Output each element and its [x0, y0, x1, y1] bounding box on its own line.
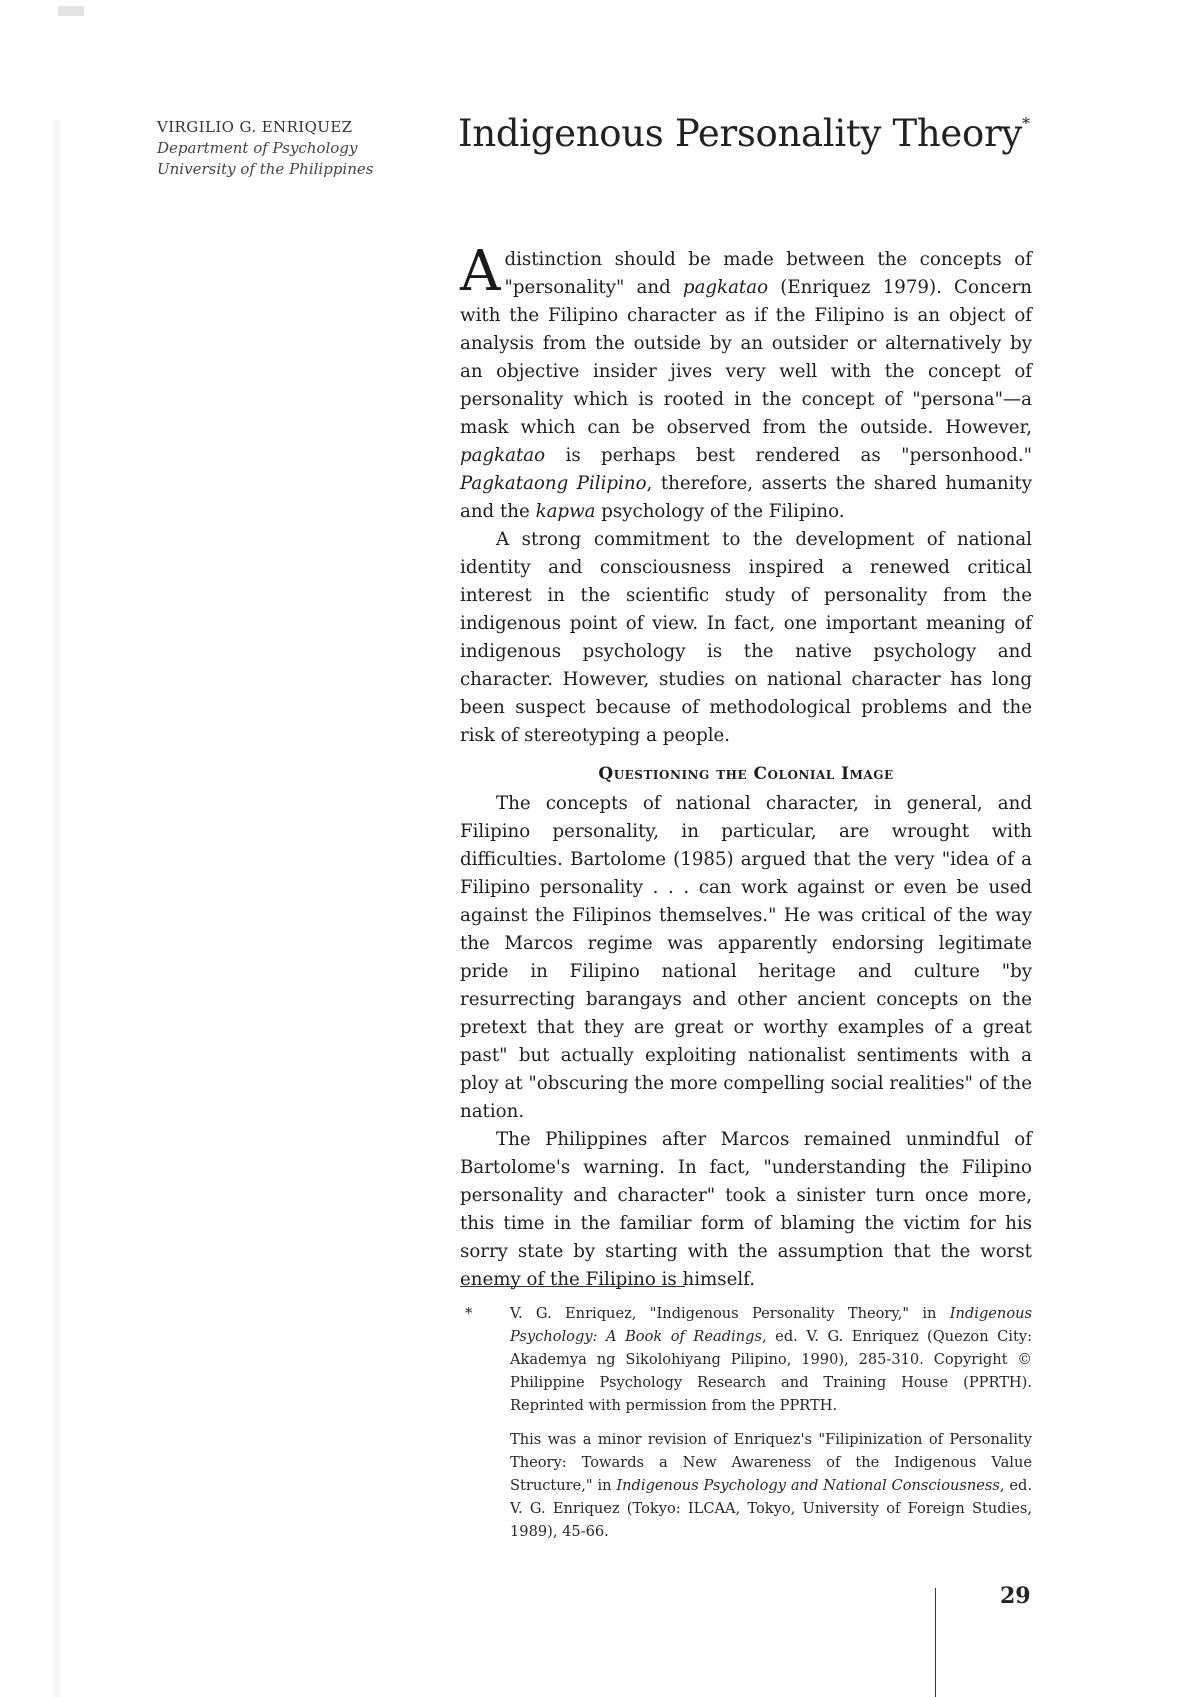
paragraph-2: A strong commitment to the development of national identity and consciousness inspired a renewed critical interest in the scientific study of personality from the indigenous point of view. In fact, one important meaning of indigenous psychology is the native psychology and character. However, studies on national character has long been suspect because of methodological problems and the risk of stereotyping a people.: [460, 529, 1032, 746]
author-name: VIRGILIO G. ENRIQUEZ: [157, 118, 353, 136]
author-department: Department of Psychology: [157, 139, 358, 157]
text-run: V. G. Enriquez, "Indigenous Personality Theory," in: [510, 1305, 950, 1322]
italic-term: pagkatao: [682, 277, 769, 298]
text-run: , ed. V. G. Enriquez (Tokyo: ILCAA, Tokyo, University of Foreign Studies, 1989), 45-66.: [510, 1477, 1033, 1540]
text-run: psychology of the Filipino.: [595, 501, 845, 522]
italic-term: kapwa: [535, 501, 596, 522]
author-university: University of the Philippines: [157, 160, 374, 178]
italic-term: Pagkataong Pilipino: [460, 473, 647, 494]
section-heading: Questioning the Colonial Image: [598, 764, 894, 784]
title-footnote-mark: *: [1021, 114, 1030, 133]
text-run: , ed. V. G. Enriquez (Quezon City: Akademya ng Sikolohiyang Pilipino, 1990), 285-310. Copyright © Philippine Psychology Research and Training House (PPRTH). Reprinted with permission from the PPRTH.: [510, 1328, 1033, 1414]
article-body: [460, 239, 1032, 1294]
scan-gutter-shadow: [52, 120, 62, 1697]
drop-cap: A: [460, 239, 501, 304]
footnote-mark: *: [465, 1305, 473, 1322]
italic-title: Indigenous Psychology: A Book of Readings: [510, 1305, 1032, 1345]
footnote-revision-note: [510, 1428, 1032, 1543]
text-run: , therefore, asserts the shared humanity and the: [460, 473, 1032, 522]
text-run: is perhaps best rendered as "personhood.": [545, 445, 1032, 466]
scan-corner-mark: [58, 6, 84, 16]
footnote-body: [460, 1302, 1032, 1543]
text-run: (Enriquez 1979). Concern with the Filipino character as if the Filipino is an object of analysis from the outside by an outsider or alternatively by an objective insider jives very well with the concept of personality which is rooted in the concept of "persona"—a mask which can be observed from the outside. However,: [460, 277, 1032, 438]
page-number-rule: [935, 1588, 936, 1697]
text-run: This was a minor revision of Enriquez's "Filipinization of Personality Theory: Towards a New Awareness of the Indigenous Value Structure," in: [510, 1431, 1032, 1494]
text-run: distinction should be made between the concepts of "personality" and: [504, 249, 1032, 298]
byline: [157, 117, 417, 180]
page-number: 29: [1000, 1583, 1031, 1609]
paragraph-3: The concepts of national character, in general, and Filipino personality, in particular, are wrought with difficulties. Bartolome (1985) argued that the very "idea of a Filipino personality . . . can work against or even be used against the Filipinos themselves." He was critical of the way the Marcos regime was apparently endorsing legitimate pride in Filipino national heritage and culture "by resurrecting barangays and other ancient concepts on the pretext that they are great or worthy examples of a great past" but actually exploiting nationalist sentiments with a ploy at "obscuring the more compelling social realities" of the nation.: [460, 793, 1032, 1122]
italic-title: Indigenous Psychology and National Consciousness: [616, 1477, 1000, 1494]
paragraph-1: [460, 239, 1032, 526]
paragraph-4: The Philippines after Marcos remained unmindful of Bartolome's warning. In fact, "understanding the Filipino personality and character" took a sinister turn once more, this time in the familiar form of blaming the victim for his sorry state by starting with the assumption that the worst enemy of the Filipino is himself.: [460, 1129, 1032, 1290]
footnote: [460, 1302, 1032, 1554]
title-text: Indigenous Personality Theory: [458, 112, 1022, 155]
article-title: [458, 112, 1030, 155]
footnote-divider: [460, 1286, 685, 1287]
footnote-citation: [510, 1302, 1032, 1417]
italic-term: pagkatao: [460, 445, 546, 466]
